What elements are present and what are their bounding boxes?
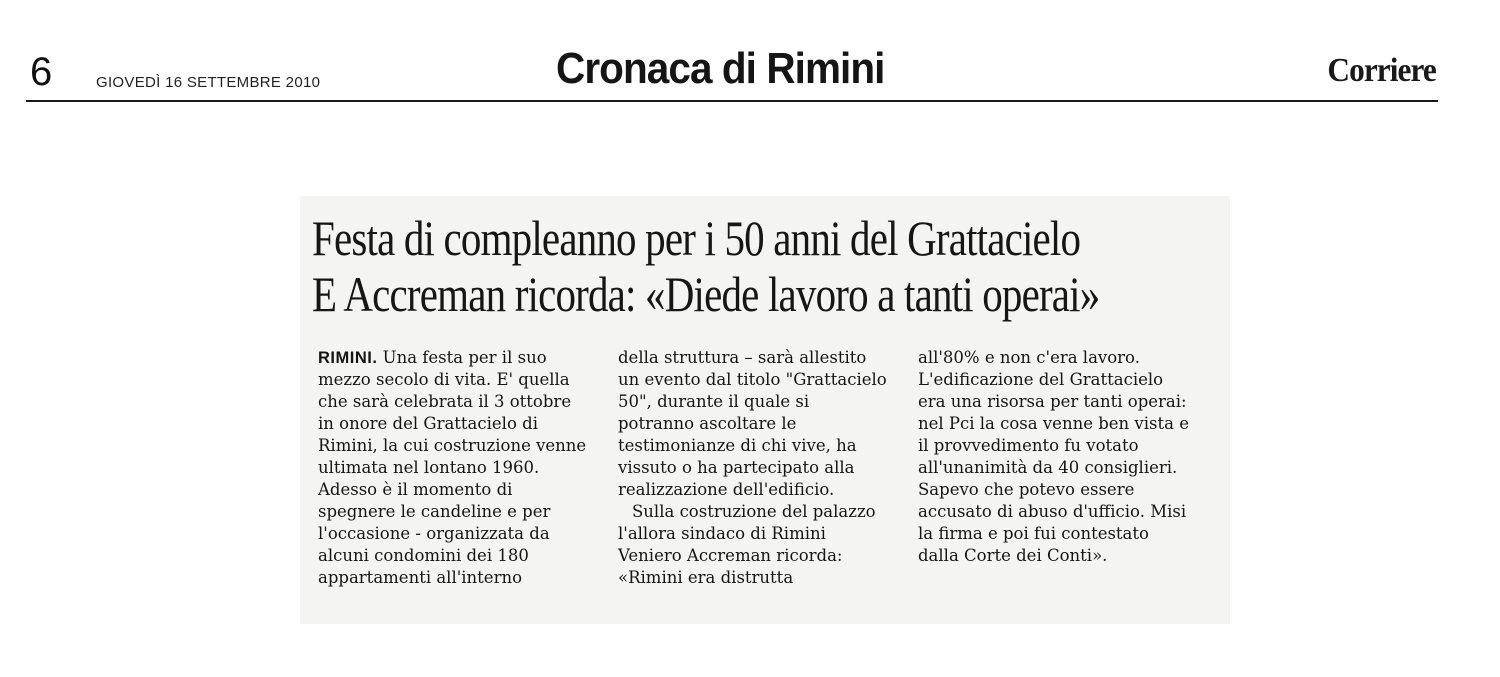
- article-clipping: [300, 196, 1230, 624]
- article-dateline: RIMINI.: [318, 349, 378, 367]
- article-column-3: [918, 347, 1190, 567]
- column-2-paragraph-1: della struttura – sarà allestito un evento dal titolo "Grattacielo 50", durante il quale si potranno ascoltare le testimonianze di chi vive, ha vissuto o ha partecipato alla realizzazione dell'edificio.: [618, 348, 887, 499]
- page-header: [26, 38, 1438, 102]
- issue-date: GIOVEDÌ 16 SETTEMBRE 2010: [96, 74, 321, 91]
- headline-line-2: E Accreman ricorda: «Diede lavoro a tanti operai»: [312, 266, 1100, 322]
- column-1-text: Una festa per il suo mezzo secolo di vita. E' quella che sarà celebrata il 3 ottobre in onore del Grattacielo di Rimini, la cui costruzione venne ultimata nel lontano 1960. Adesso è il momento di spegnere le candeline e per l'occasione - organizzata da alcuni condomini dei 180 appartamenti all'interno: [318, 348, 587, 587]
- column-1-paragraph: [318, 347, 590, 589]
- section-title: Cronaca di Rimini: [556, 44, 885, 93]
- column-2-paragraph-2: Sulla costruzione del palazzo l'allora sindaco di Rimini Veniero Accreman ricorda: «Rimini era distrutta: [618, 502, 876, 587]
- article-column-1: [318, 347, 590, 589]
- newspaper-masthead: Corriere: [1327, 52, 1436, 89]
- article-column-2: [618, 347, 890, 589]
- article-headline: [312, 210, 1222, 322]
- headline-line-1: Festa di compleanno per i 50 anni del Grattacielo: [312, 210, 1081, 266]
- column-3-paragraph: all'80% e non c'era lavoro. L'edificazione del Grattacielo era una risorsa per tanti operai: nel Pci la cosa venne ben vista e il provvedimento fu votato all'unanimità da 40 consiglieri. Sapevo che potevo essere accusato di abuso d'ufficio. Misi la firma e poi fui contestato dalla Corte dei Conti».: [918, 348, 1189, 565]
- page-number: 6: [30, 50, 53, 94]
